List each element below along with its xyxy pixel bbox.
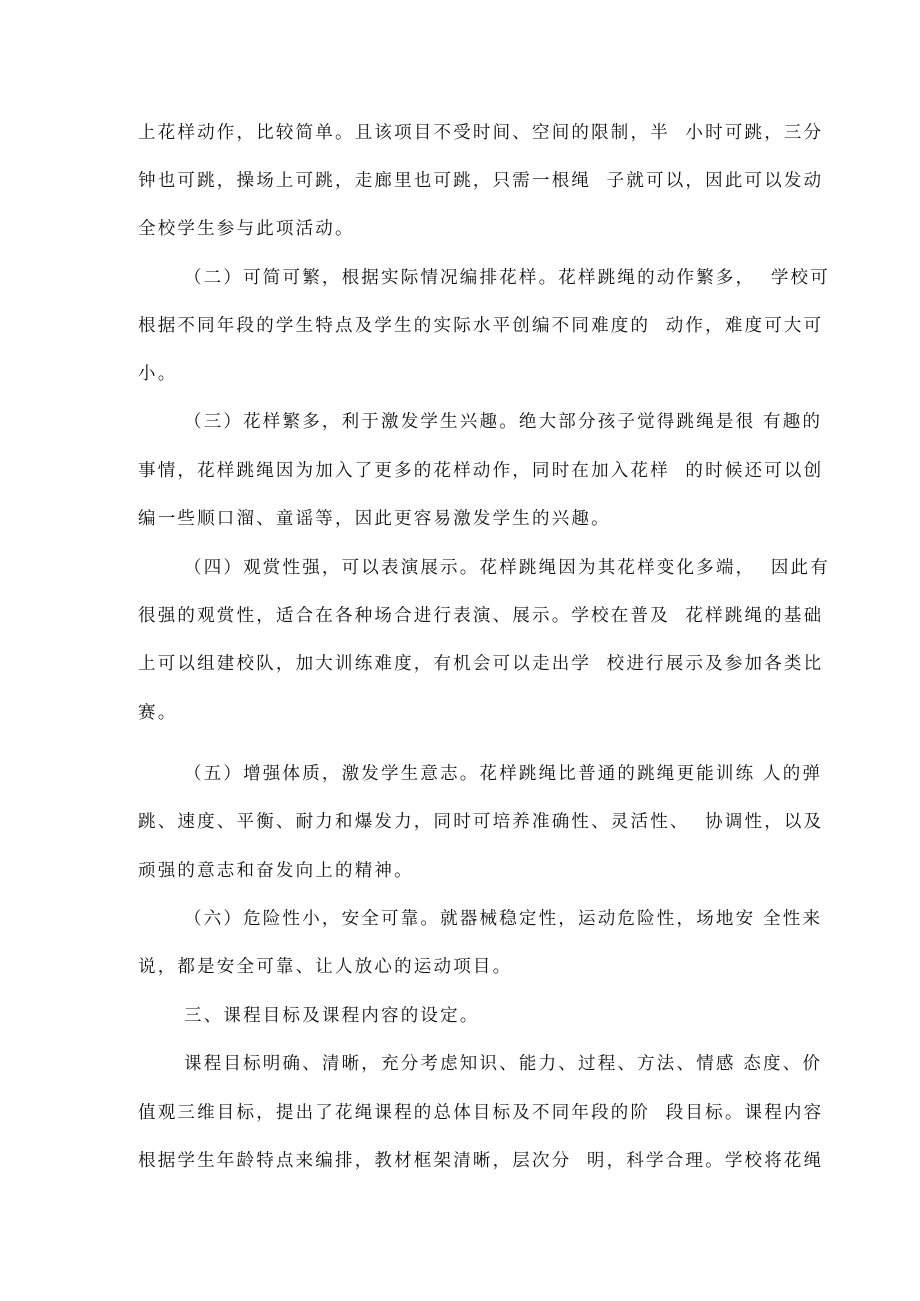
- paragraph-3-line: （三）花样繁多，利于激发学生兴趣。绝大部分孩子觉得跳绳是很 有趣的: [184, 412, 823, 432]
- text-line: 小。: [138, 364, 178, 384]
- text-line: 上可以组建校队，加大训练难度，有机会可以走出学 校进行展示及参加各类比: [138, 654, 824, 674]
- section-heading: 三、课程目标及课程内容的设定。: [184, 1006, 480, 1026]
- text-line: 上花样动作，比较简单。且该项目不受时间、空间的限制，半 小时可跳，三分: [138, 123, 824, 143]
- paragraph-6-line: （六）危险性小，安全可靠。就器械稳定性，运动危险性，场地安 全性来: [184, 909, 823, 929]
- text-line: 赛。: [138, 703, 178, 723]
- text-line: 钟也可跳，操场上可跳，走廊里也可跳，只需一根绳 子就可以，因此可以发动: [138, 171, 824, 191]
- paragraph-4-line: （四）观赏性强，可以表演展示。花样跳绳因为其花样变化多端， 因此有: [184, 558, 830, 578]
- text-line: 编一些顺口溜、童谣等，因此更容易激发学生的兴趣。: [138, 509, 611, 529]
- text-line: 很强的观赏性，适合在各种场合进行表演、展示。学校在普及 花样跳绳的基础: [138, 606, 824, 626]
- text-line: 顽强的意志和奋发向上的精神。: [138, 861, 414, 881]
- text-line: 事情，花样跳绳因为加入了更多的花样动作，同时在加入花样 的时候还可以创: [138, 461, 824, 481]
- text-line: 全校学生参与此项活动。: [138, 219, 355, 239]
- text-line: 根据不同年段的学生特点及学生的实际水平创编不同难度的 动作，难度可大可: [138, 316, 824, 336]
- paragraph-goals-line: 课程目标明确、清晰，充分考虑知识、能力、过程、方法、情感 态度、价: [184, 1054, 823, 1074]
- text-line: 根据学生年龄特点来编排，教材框架清晰，层次分 明，科学合理。学校将花绳: [138, 1151, 824, 1171]
- text-line: 值观三维目标，提出了花绳课程的总体目标及不同年段的阶 段目标。课程内容: [138, 1103, 824, 1123]
- paragraph-5-line: （五）增强体质，激发学生意志。花样跳绳比普通的跳绳更能训练 人的弹: [184, 764, 823, 784]
- text-line: 说，都是安全可靠、让人放心的运动项目。: [138, 957, 513, 977]
- text-line: 跳、速度、平衡、耐力和爆发力，同时可培养准确性、灵活性、 协调性，以及: [138, 812, 824, 832]
- paragraph-2-line: （二）可简可繁，根据实际情况编排花样。花样跳绳的动作繁多， 学校可: [184, 268, 830, 288]
